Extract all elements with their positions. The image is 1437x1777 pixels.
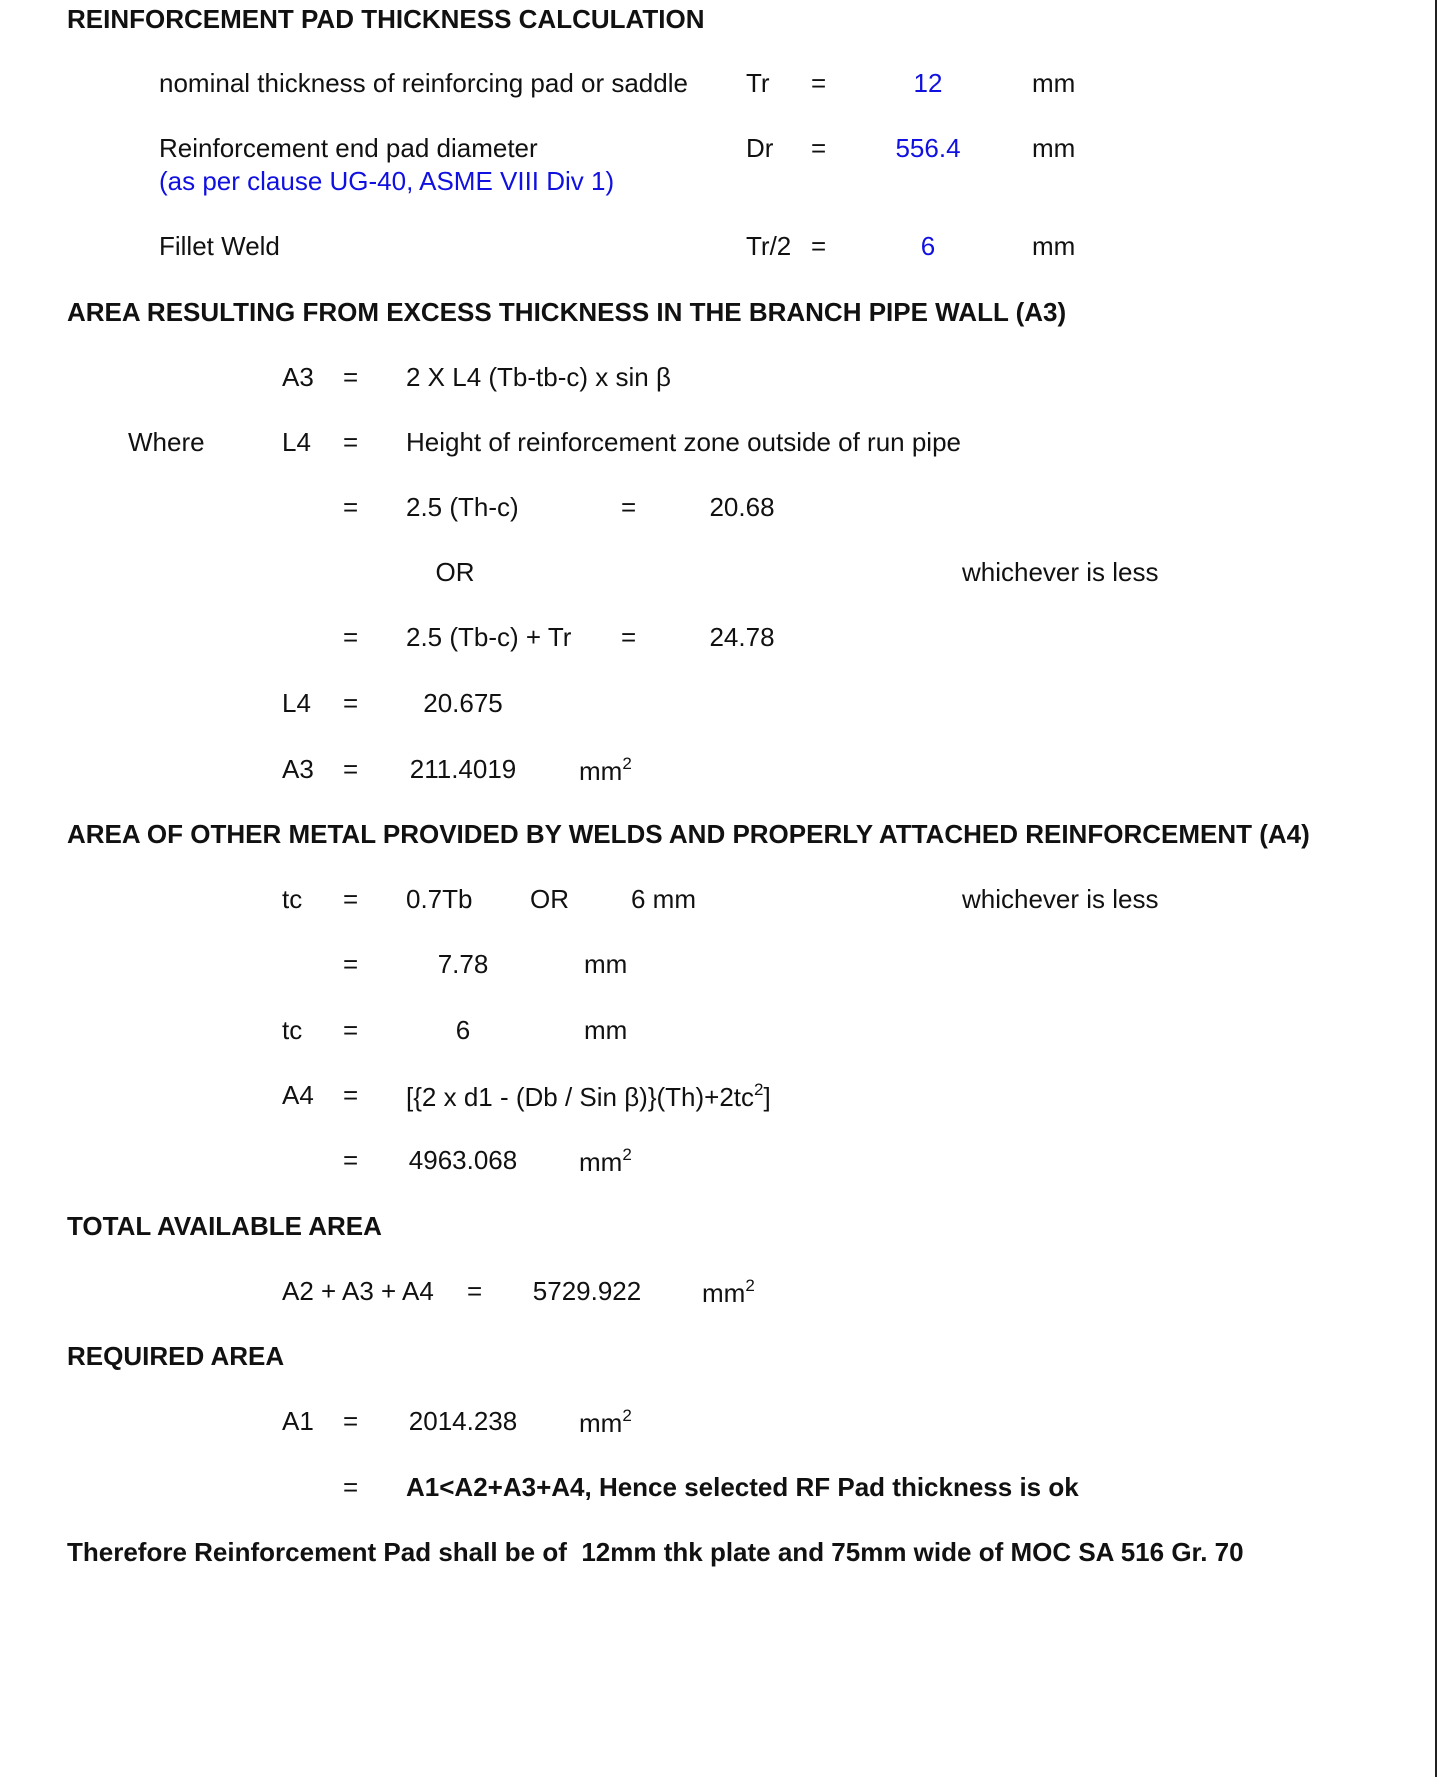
a3-formula-expr: 2 X L4 (Tb-tb-c) x sin β: [406, 362, 671, 392]
unit-tr: mm: [1032, 68, 1076, 98]
label-tr: nominal thickness of reinforcing pad or saddle: [159, 68, 688, 98]
heading-pad: REINFORCEMENT PAD THICKNESS CALCULATION: [67, 4, 705, 34]
heading-a3: AREA RESULTING FROM EXCESS THICKNESS IN THE BRANCH PIPE WALL (A3): [67, 297, 1067, 327]
heading-required: REQUIRED AREA: [67, 1341, 285, 1371]
label-dr: Reinforcement end pad diameter: [159, 133, 538, 163]
heading-total: TOTAL AVAILABLE AREA: [67, 1211, 382, 1241]
total-expr: A2 + A3 + A4: [282, 1276, 434, 1306]
tc-result-eq: =: [343, 1015, 359, 1045]
tc-symbol: tc: [282, 884, 303, 914]
value-dr: 556.4: [895, 133, 961, 163]
symbol-tr: Tr: [746, 68, 770, 98]
a3-formula-symbol: A3: [282, 362, 314, 392]
opt1-value: 20.68: [709, 492, 775, 522]
l4-result-eq: =: [343, 688, 359, 718]
unit-dr: mm: [1032, 133, 1076, 163]
l4-eq: =: [343, 427, 359, 457]
a3-formula-eq: =: [343, 362, 359, 392]
a4-formula-eq: =: [343, 1080, 359, 1110]
value-tr: 12: [913, 68, 943, 98]
check-result: A1<A2+A3+A4, Hence selected RF Pad thickness is ok: [406, 1472, 1079, 1502]
a3-result-eq: =: [343, 754, 359, 784]
total-unit: $mm^2$: [702, 1276, 755, 1308]
tc-calc-value: 7.78: [437, 949, 489, 979]
tc-calc-eq: =: [343, 949, 359, 979]
a3-result-symbol: A3: [282, 754, 314, 784]
heading-a4: AREA OF OTHER METAL PROVIDED BY WELDS AND PROPERLY ATTACHED REINFORCEMENT (A4): [67, 819, 1310, 849]
check-eq: =: [343, 1472, 359, 1502]
eq-dr: =: [811, 133, 827, 163]
a4-formula-symbol: A4: [282, 1080, 314, 1110]
opt2-eq: =: [343, 622, 359, 652]
note-dr: (as per clause UG-40, ASME VIII Div 1): [159, 166, 615, 196]
a4-formula-expr: [{2 x d1 - (Db / Sin $\beta)\}(Th)+2tc^2$]: [406, 1080, 771, 1112]
eq-weld: =: [811, 231, 827, 261]
opt1-eq: =: [343, 492, 359, 522]
total-value: 5729.922: [532, 1276, 642, 1306]
total-eq: =: [467, 1276, 483, 1306]
a1-eq: =: [343, 1406, 359, 1436]
where-label: Where: [128, 427, 205, 457]
opt1-eq2: =: [621, 492, 637, 522]
tc-or: OR: [530, 884, 569, 914]
l4-result-value: 20.675: [423, 688, 503, 718]
tc-result-value: 6: [455, 1015, 471, 1045]
whichever-label-a4: whichever is less: [962, 884, 1159, 914]
unit-weld: mm: [1032, 231, 1076, 261]
opt2-expr: 2.5 (Tb-c) + Tr: [406, 622, 572, 652]
a4-result-unit: $mm^2$: [579, 1145, 632, 1177]
or-label: OR: [435, 557, 475, 587]
a4-result-eq: =: [343, 1145, 359, 1175]
a3-result-value: 211.4019: [409, 754, 517, 784]
a1-unit: $mm^2$: [579, 1406, 632, 1438]
opt2-eq2: =: [621, 622, 637, 652]
tc-calc-unit: mm: [584, 949, 628, 979]
symbol-weld: Tr/2: [746, 231, 792, 261]
tc-eq: =: [343, 884, 359, 914]
a4-result-value: 4963.068: [408, 1145, 518, 1175]
l4-description: Height of reinforcement zone outside of run pipe: [406, 427, 962, 457]
whichever-label-a3: whichever is less: [962, 557, 1159, 587]
l4-result-symbol: L4: [282, 688, 311, 718]
conclusion: Therefore Reinforcement Pad shall be of 12mm thk plate and 75mm wide of MOC SA 516 Gr. 70: [67, 1537, 1244, 1567]
symbol-dr: Dr: [746, 133, 774, 163]
tc-expr1: 0.7Tb: [406, 884, 473, 914]
l4-symbol: L4: [282, 427, 311, 457]
a1-symbol: A1: [282, 1406, 314, 1436]
a3-result-unit: $mm^2$: [579, 754, 632, 786]
a1-value: 2014.238: [408, 1406, 518, 1436]
label-weld: Fillet Weld: [159, 231, 280, 261]
eq-tr: =: [811, 68, 827, 98]
tc-result-unit: mm: [584, 1015, 628, 1045]
opt2-value: 24.78: [709, 622, 775, 652]
tc-expr2: 6 mm: [631, 884, 696, 914]
tc-result-symbol: tc: [282, 1015, 303, 1045]
value-weld: 6: [920, 231, 936, 261]
opt1-expr: 2.5 (Th-c): [406, 492, 519, 522]
